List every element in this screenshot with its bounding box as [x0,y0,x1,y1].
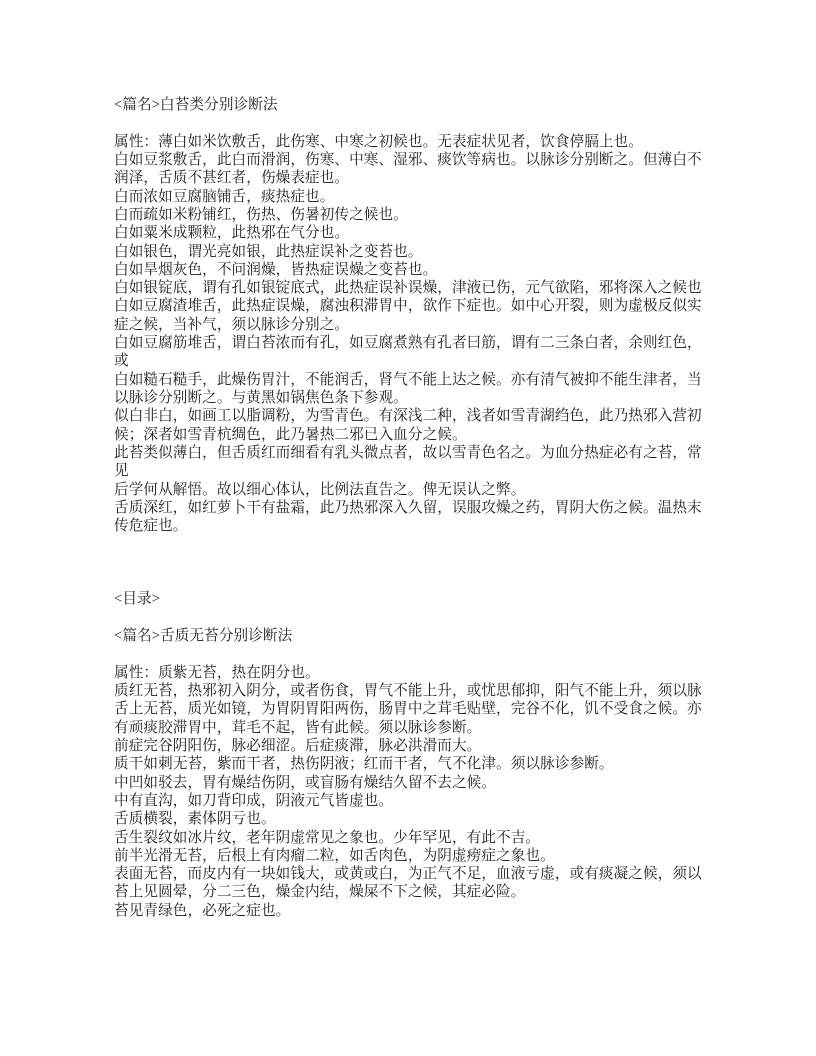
text-line: 白如银色，谓光亮如银，此热症误补之变苔也。 [114,243,423,260]
text-line: 属性：薄白如米饮敷舌，此伤寒、中寒之初候也。无表症状见者，饮食停膈上也。 [114,133,643,150]
text-line: 质干如刺无苔，紫而干者，热伤阴液；红而干者，气不化津。须以脉诊参断。 [114,756,614,773]
document-content [114,96,754,920]
blank-line [114,645,754,663]
text-line: 传危症也。 [114,518,188,535]
text-line: 中凹如驳去，胃有燥结伤阴，或盲肠有燥结久留不去之候。 [114,774,497,791]
text-line: 白如豆腐筋堆舌，谓白苔浓而有孔，如豆腐煮熟有孔者曰筋，谓有二三条白者，余则红色， [114,335,702,352]
blank-line [114,554,754,572]
text-line: 以脉诊分别断之。与黄黑如锅焦色条下参观。 [114,390,408,406]
blank-line [114,114,754,132]
text-line: 前症完谷阴阳伤，脉必细涩。后症痰滞，脉必洪滑而大。 [114,737,482,754]
text-line: 白如旱烟灰色，不问润燥，皆热症误燥之变苔也。 [114,261,438,278]
text-line: 舌质深红，如红萝卜干有盐霜，此乃热邪深入久留，误服攻燥之药，胃阴大伤之候。温热末 [114,499,702,516]
text-line: 候；深者如雪青杭绸色，此乃暑热二邪已入血分之候。 [114,426,467,443]
text-line: 质红无苔，热邪初入阴分，或者伤食，胃气不能上升，或忧思郁抑，阳气不能上升，须以脉 [114,683,702,699]
text-line: 中有直沟，如刀背印成，阴液元气皆虚也。 [114,792,394,809]
text-line: 润泽，舌质不甚红者，伤燥表症也。 [114,170,350,187]
text-line: 白如粟米成颗粒，此热邪在气分也。 [114,225,350,242]
section1-body [114,133,754,536]
text-line: 舌上无苔，质光如镜，为胃阴胃阳两伤，肠胃中之茸毛贴壁，完谷不化，饥不受食之候。亦 [114,701,702,718]
text-line: 表面无苔，而皮内有一块如钱大，或黄或白，为正气不足，血液亏虚，或有痰凝之候，须以 [114,866,702,883]
text-line: 属性：质紫无苔，热在阴分也。 [114,664,320,681]
section2-heading: <篇名>舌质无苔分别诊断法 [114,628,293,645]
blank-line [114,536,754,554]
text-line: 白如豆腐渣堆舌，此热症误燥，腐浊积滞胃中，欲作下症也。如中心开裂，则为虚极反似实 [114,298,702,315]
text-line: 白而浓如豆腐脑铺舌，痰热症也。 [114,188,335,205]
text-line: 白如银锭底，谓有孔如银锭底式，此热症误补误燥，津液已伤，元气欲陷，邪将深入之候也 [114,280,702,297]
section1-heading: <篇名>白苔类分别诊断法 [114,97,278,113]
text-line: 此苔类似薄白，但舌质红而细看有乳头微点者，故以雪青色名之。为血分热症必有之苔，常 [114,444,702,461]
text-line: 症之候，当补气，须以脉诊分别之。 [114,316,350,333]
text-line: 苔上见圆晕，分二三色，燥金内结，燥屎不下之候，其症必险。 [114,884,526,901]
text-line: 前半光滑无苔，后根上有肉瘤二粒，如舌肉色，为阴虚痨症之象也。 [114,847,555,864]
text-line: 白而疏如米粉铺红，伤热、伤暑初传之候也。 [114,206,408,223]
text-line: 似白非白，如画工以脂调粉，为雪青色。有深浅二种，浅者如雪青湖绉色，此乃热邪入营初 [114,408,702,425]
blank-line [114,609,754,627]
text-line: 舌生裂纹如冰片纹，老年阴虚常见之象也。少年罕见，有此不吉。 [114,829,541,846]
text-line: 或 [114,353,129,370]
text-line: 苔见青绿色，必死之症也。 [114,902,291,919]
text-line: 见 [114,463,129,480]
text-line: 白如豆浆敷舌，此白而滑润，伤寒、中寒、湿邪、痰饮等病也。以脉诊分别断之。但薄白不 [114,151,702,168]
section2-body [114,664,754,920]
text-line: 舌质横裂，素体阴亏也。 [114,811,276,828]
toc-marker: <目录> [114,591,161,608]
text-line: 白如糙石糙手，此燥伤胃汁，不能润舌，肾气不能上达之候。亦有清气被抑不能生津者，当 [114,371,702,388]
blank-line [114,572,754,590]
text-line: 有顽痰胶滞胃中，茸毛不起，皆有此候。须以脉诊参断。 [114,719,482,736]
text-line: 后学何从解悟。故以细心体认，比例法直告之。俾无误认之弊。 [114,481,526,498]
